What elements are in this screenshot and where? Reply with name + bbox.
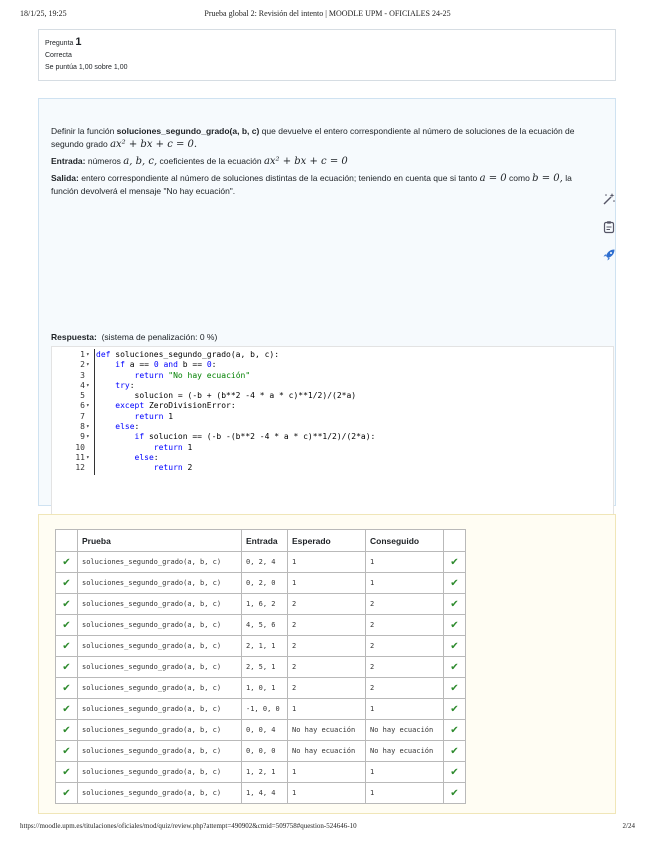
cell-conseguido: No hay ecuación — [366, 720, 444, 741]
cell-conseguido: 2 — [366, 678, 444, 699]
header-entrada: Entrada — [242, 530, 288, 552]
code-token — [96, 381, 115, 390]
cell-conseguido: 2 — [366, 615, 444, 636]
cell-conseguido: 2 — [366, 636, 444, 657]
question-info-box — [38, 29, 616, 81]
fold-arrow-icon[interactable]: ▾ — [86, 423, 90, 431]
code-text — [92, 432, 375, 442]
code-line — [62, 422, 375, 432]
check-icon: ✔ — [56, 636, 78, 657]
code-token: soluciones_segundo_grado(a, b, c): — [110, 350, 280, 359]
cell-esperado: 2 — [288, 594, 366, 615]
cell-esperado: 2 — [288, 615, 366, 636]
code-token — [96, 360, 115, 369]
rocket-icon[interactable] — [600, 246, 618, 264]
check-icon: ✔ — [56, 678, 78, 699]
cell-prueba: soluciones_segundo_grado(a, b, c) — [78, 552, 242, 573]
cell-entrada: 4, 5, 6 — [242, 615, 288, 636]
cell-entrada: 2, 5, 1 — [242, 657, 288, 678]
test-results-panel — [38, 514, 616, 814]
code-line — [62, 463, 375, 473]
check-icon: ✔ — [444, 615, 466, 636]
cell-entrada: -1, 0, 0 — [242, 699, 288, 720]
print-datetime: 18/1/25, 19:25 — [20, 9, 67, 18]
code-token — [96, 432, 135, 441]
header-esperado: Esperado — [288, 530, 366, 552]
print-header — [20, 9, 635, 21]
check-icon: ✔ — [56, 720, 78, 741]
print-page-number: 2/24 — [622, 822, 635, 830]
line-number: 4 — [80, 380, 85, 390]
line-number: 1 — [80, 350, 85, 359]
question-formulation — [38, 98, 616, 506]
code-keyword: else — [134, 452, 154, 462]
fold-arrow-icon[interactable]: ▾ — [86, 381, 90, 389]
line-number: 9 — [80, 432, 85, 442]
cell-esperado: 2 — [288, 678, 366, 699]
cell-conseguido: 1 — [366, 552, 444, 573]
check-icon: ✔ — [444, 783, 466, 804]
code-keyword: if — [115, 360, 125, 370]
cell-esperado: 1 — [288, 573, 366, 594]
answer-label: Respuesta: (sistema de penalización: 0 %) — [51, 332, 218, 342]
question-intro: Definir la función soluciones_segundo_grado(a, b, c) que devuelve el entero correspondiente al número de soluciones de la ecuación de segundo grado ax² + bx + c = 0. — [51, 126, 575, 150]
code-line — [62, 401, 375, 411]
code-lines — [62, 350, 375, 474]
code-line — [62, 371, 375, 381]
results-table — [55, 529, 466, 804]
table-row — [56, 762, 466, 783]
line-number: 7 — [80, 411, 85, 421]
header-empty-right — [444, 530, 466, 552]
code-line — [62, 381, 375, 391]
cell-esperado: 1 — [288, 552, 366, 573]
cell-entrada: 1, 2, 1 — [242, 762, 288, 783]
check-icon: ✔ — [444, 552, 466, 573]
cell-esperado: 1 — [288, 762, 366, 783]
question-text — [51, 125, 591, 202]
cell-prueba: soluciones_segundo_grado(a, b, c) — [78, 678, 242, 699]
cell-prueba: soluciones_segundo_grado(a, b, c) — [78, 699, 242, 720]
table-row — [56, 573, 466, 594]
cell-entrada: 1, 6, 2 — [242, 594, 288, 615]
code-line — [62, 432, 375, 442]
cell-prueba: soluciones_segundo_grado(a, b, c) — [78, 657, 242, 678]
cell-conseguido: No hay ecuación — [366, 741, 444, 762]
table-row — [56, 657, 466, 678]
cell-prueba: soluciones_segundo_grado(a, b, c) — [78, 720, 242, 741]
side-toolbar — [600, 190, 620, 274]
table-row — [56, 552, 466, 573]
cell-esperado: 2 — [288, 657, 366, 678]
code-text — [92, 412, 173, 422]
code-keyword: return — [134, 411, 164, 421]
code-text — [92, 360, 216, 370]
fold-arrow-icon[interactable]: ▾ — [86, 402, 90, 410]
code-line — [62, 412, 375, 422]
code-text — [92, 453, 159, 463]
check-icon: ✔ — [56, 552, 78, 573]
cell-conseguido: 1 — [366, 699, 444, 720]
header-prueba: Prueba — [78, 530, 242, 552]
cell-esperado: No hay ecuación — [288, 741, 366, 762]
cell-entrada: 1, 0, 1 — [242, 678, 288, 699]
table-row — [56, 678, 466, 699]
code-keyword: return — [153, 442, 183, 452]
code-token: : — [211, 360, 217, 370]
cell-entrada: 0, 0, 4 — [242, 720, 288, 741]
print-footer — [20, 822, 635, 830]
cell-conseguido: 2 — [366, 594, 444, 615]
question-number: Pregunta 1 — [45, 36, 82, 48]
cell-esperado: 1 — [288, 699, 366, 720]
cell-prueba: soluciones_segundo_grado(a, b, c) — [78, 636, 242, 657]
cell-prueba: soluciones_segundo_grado(a, b, c) — [78, 615, 242, 636]
code-token: ZeroDivisionError: — [144, 401, 236, 411]
code-token — [96, 463, 154, 472]
code-keyword: try — [115, 380, 130, 390]
cell-conseguido: 2 — [366, 657, 444, 678]
cell-esperado: 2 — [288, 636, 366, 657]
check-icon: ✔ — [56, 657, 78, 678]
code-token — [96, 401, 115, 410]
table-row — [56, 783, 466, 804]
check-icon: ✔ — [56, 762, 78, 783]
code-keyword: else — [115, 422, 135, 432]
cell-prueba: soluciones_segundo_grado(a, b, c) — [78, 573, 242, 594]
results-body — [56, 552, 466, 804]
line-number: 3 — [80, 370, 85, 380]
code-text — [92, 443, 192, 453]
cell-conseguido: 1 — [366, 762, 444, 783]
equation-math: ax² + bx + c = 0. — [110, 139, 198, 150]
question-grade: Se puntúa 1,00 sobre 1,00 — [45, 64, 128, 71]
code-token — [96, 453, 135, 462]
check-icon: ✔ — [444, 594, 466, 615]
code-text — [92, 381, 135, 391]
cell-entrada: 1, 4, 4 — [242, 783, 288, 804]
cell-conseguido: 1 — [366, 783, 444, 804]
cell-esperado: No hay ecuación — [288, 720, 366, 741]
cell-entrada: 0, 0, 0 — [242, 741, 288, 762]
clipboard-icon[interactable] — [600, 218, 618, 236]
magic-wand-icon[interactable] — [600, 190, 618, 208]
line-number: 6 — [80, 401, 85, 411]
code-token: solucion == (-b -(b**2 -4 * a * c)**1/2)/(2*a): — [144, 432, 376, 442]
code-text — [92, 422, 139, 432]
cell-prueba: soluciones_segundo_grado(a, b, c) — [78, 783, 242, 804]
cell-esperado: 1 — [288, 783, 366, 804]
code-token: 2 — [182, 463, 193, 473]
fold-arrow-icon[interactable]: ▾ — [86, 351, 90, 358]
check-icon: ✔ — [56, 699, 78, 720]
code-string: "No hay ecuación" — [168, 370, 251, 380]
code-keyword: 0 — [153, 360, 159, 370]
table-row — [56, 636, 466, 657]
print-page-title: Prueba global 2: Revisión del intento | MOODLE UPM - OFICIALES 24-25 — [204, 9, 451, 18]
code-token: b == — [177, 360, 207, 370]
code-keyword: and — [163, 360, 178, 370]
cell-entrada: 2, 1, 1 — [242, 636, 288, 657]
code-keyword: 0 — [206, 360, 212, 370]
cell-prueba: soluciones_segundo_grado(a, b, c) — [78, 741, 242, 762]
print-url: https://moodle.upm.es/titulaciones/oficiales/mod/quiz/review.php?attempt=490902&cmid=509758#question-524646-10 — [20, 822, 357, 830]
cell-prueba: soluciones_segundo_grado(a, b, c) — [78, 762, 242, 783]
check-icon: ✔ — [444, 720, 466, 741]
cell-prueba: soluciones_segundo_grado(a, b, c) — [78, 594, 242, 615]
line-number: 11 — [75, 452, 85, 462]
line-number: 2 — [80, 360, 85, 370]
line-number: 12 — [75, 463, 85, 473]
check-icon: ✔ — [56, 573, 78, 594]
code-token: : — [134, 422, 140, 432]
code-keyword: except — [115, 401, 145, 411]
check-icon: ✔ — [444, 636, 466, 657]
code-token — [96, 412, 135, 421]
code-token — [96, 371, 135, 380]
check-icon: ✔ — [444, 573, 466, 594]
table-row — [56, 720, 466, 741]
line-number: 10 — [75, 442, 85, 452]
code-keyword: return — [153, 463, 183, 473]
table-row — [56, 741, 466, 762]
code-text — [92, 463, 192, 473]
code-token: : — [129, 380, 135, 390]
fold-arrow-icon[interactable]: ▾ — [86, 453, 90, 461]
code-token: solucion = (-b + (b**2 -4 * a * c)**1/2)/(2*a) — [96, 391, 357, 401]
code-line — [62, 453, 375, 463]
code-token — [96, 422, 115, 431]
header-conseguido: Conseguido — [366, 530, 444, 552]
check-icon: ✔ — [56, 783, 78, 804]
check-icon: ✔ — [444, 678, 466, 699]
table-row — [56, 594, 466, 615]
code-keyword: def — [96, 350, 111, 359]
cell-conseguido: 1 — [366, 573, 444, 594]
check-icon: ✔ — [444, 762, 466, 783]
code-text — [92, 350, 279, 360]
table-row — [56, 615, 466, 636]
code-token: : — [153, 452, 159, 462]
code-token: 1 — [182, 442, 193, 452]
code-line — [62, 360, 375, 370]
code-text — [92, 391, 356, 401]
code-token: 1 — [163, 411, 174, 421]
table-row — [56, 699, 466, 720]
check-icon: ✔ — [56, 594, 78, 615]
check-icon: ✔ — [444, 741, 466, 762]
code-token: a == — [124, 360, 154, 370]
line-number: 5 — [80, 391, 85, 401]
check-icon: ✔ — [444, 699, 466, 720]
check-icon: ✔ — [56, 615, 78, 636]
check-icon: ✔ — [56, 741, 78, 762]
check-icon: ✔ — [444, 657, 466, 678]
fold-arrow-icon[interactable]: ▾ — [86, 361, 90, 369]
code-keyword: if — [134, 432, 145, 442]
header-empty-left — [56, 530, 78, 552]
code-text — [92, 401, 236, 411]
code-line — [62, 350, 375, 360]
cell-entrada: 0, 2, 0 — [242, 573, 288, 594]
line-number: 8 — [80, 422, 85, 432]
code-line — [62, 443, 375, 453]
fold-arrow-icon[interactable]: ▾ — [86, 433, 90, 441]
cell-entrada: 0, 2, 4 — [242, 552, 288, 573]
question-state: Correcta — [45, 52, 72, 59]
code-token — [96, 443, 154, 452]
results-header-row — [56, 530, 466, 552]
question-salida: Salida: entero correspondiente al número de soluciones distintas de la ecuación; teniendo en cuenta que si tanto a = 0 como b = 0, la función devolverá el mensaje "No hay ecuación". — [51, 173, 572, 196]
question-entrada: Entrada: números a, b, c, coeficientes de la ecuación ax² + bx + c = 0 — [51, 156, 348, 167]
code-keyword: return — [134, 370, 164, 380]
code-text — [92, 371, 250, 381]
code-line — [62, 391, 375, 401]
